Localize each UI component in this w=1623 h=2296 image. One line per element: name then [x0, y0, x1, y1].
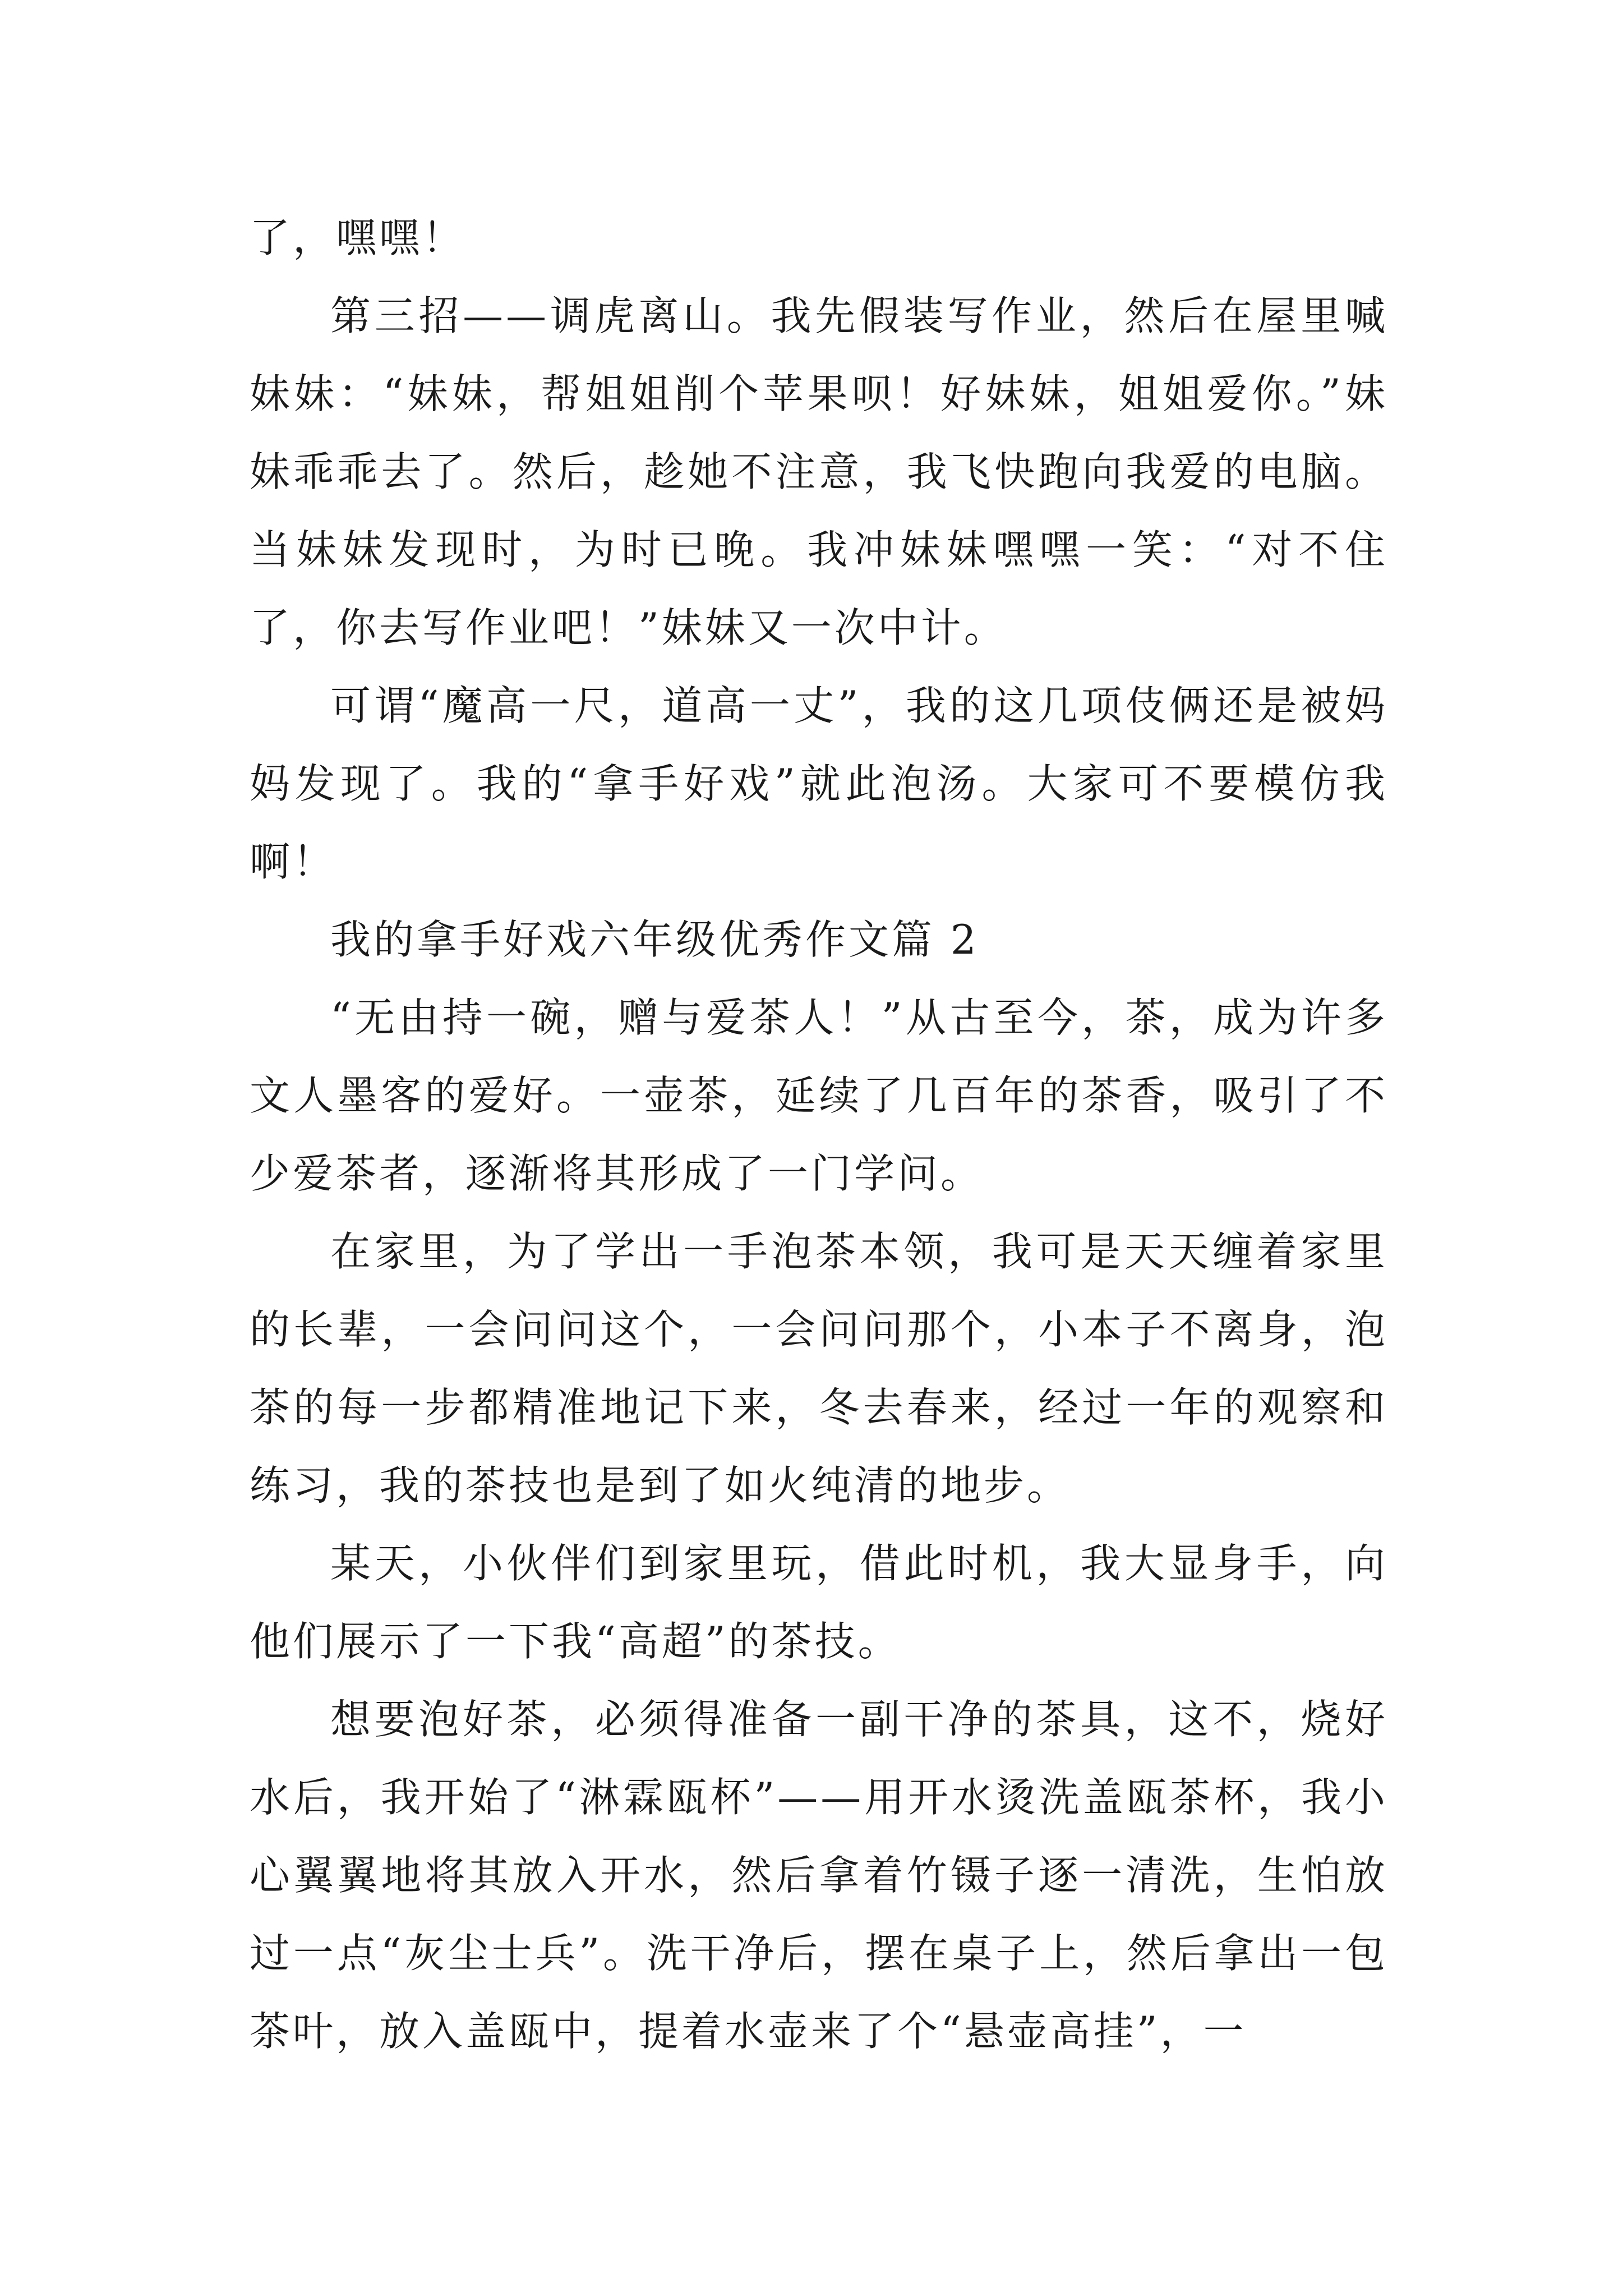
paragraph-4: “无由持一碗，赠与爱茶人！”从古至今，茶，成为许多文人墨客的爱好。一壶茶，延续了几百年的茶香，吸引了不少爱茶者，逐渐将其形成了一门学问。: [250, 994, 1388, 1197]
section-heading: 我的拿手好戏六年级优秀作文篇 2: [330, 916, 979, 963]
paragraph-6: 某天，小伙伴们到家里玩，借此时机，我大显身手，向他们展示了一下我“高超”的茶技。: [250, 1540, 1388, 1665]
paragraph-5: 在家里，为了学出一手泡茶本领，我可是天天缠着家里的长辈，一会问问这个，一会问问那个，小本子不离身，泡茶的每一步都精准地记下来，冬去春来，经过一年的观察和练习，我的茶技也是到了如火纯清的地步。: [250, 1228, 1388, 1509]
paragraph-7: 想要泡好茶，必须得准备一副干净的茶具，这不，烧好水后，我开始了“淋霖瓯杯”——用开水烫洗盖瓯茶杯，我小心翼翼地将其放入开水，然后拿着竹镊子逐一清洗，生怕放过一点“灰尘士兵”。洗干净后，摆在桌子上，然后拿出一包茶叶，放入盖瓯中，提着水壶来了个“悬壶高挂”，一: [250, 1696, 1388, 2055]
paragraph-2: 第三招——调虎离山。我先假装写作业，然后在屋里喊妹妹：“妹妹，帮姐姐削个苹果呗！好妹妹，姐姐爱你。”妹妹乖乖去了。然后，趁她不注意，我飞快跑向我爱的电脑。当妹妹发现时，为时已晚。我冲妹妹嘿嘿一笑：“对不住了，你去写作业吧！”妹妹又一次中计。: [250, 292, 1388, 651]
paragraph-1: 了，嘿嘿！: [250, 214, 466, 261]
paragraph-3: 可谓“魔高一尺，道高一丈”，我的这几项伎俩还是被妈妈发现了。我的“拿手好戏”就此泡汤。大家可不要模仿我啊！: [250, 682, 1388, 885]
document-body: [250, 199, 1388, 2070]
